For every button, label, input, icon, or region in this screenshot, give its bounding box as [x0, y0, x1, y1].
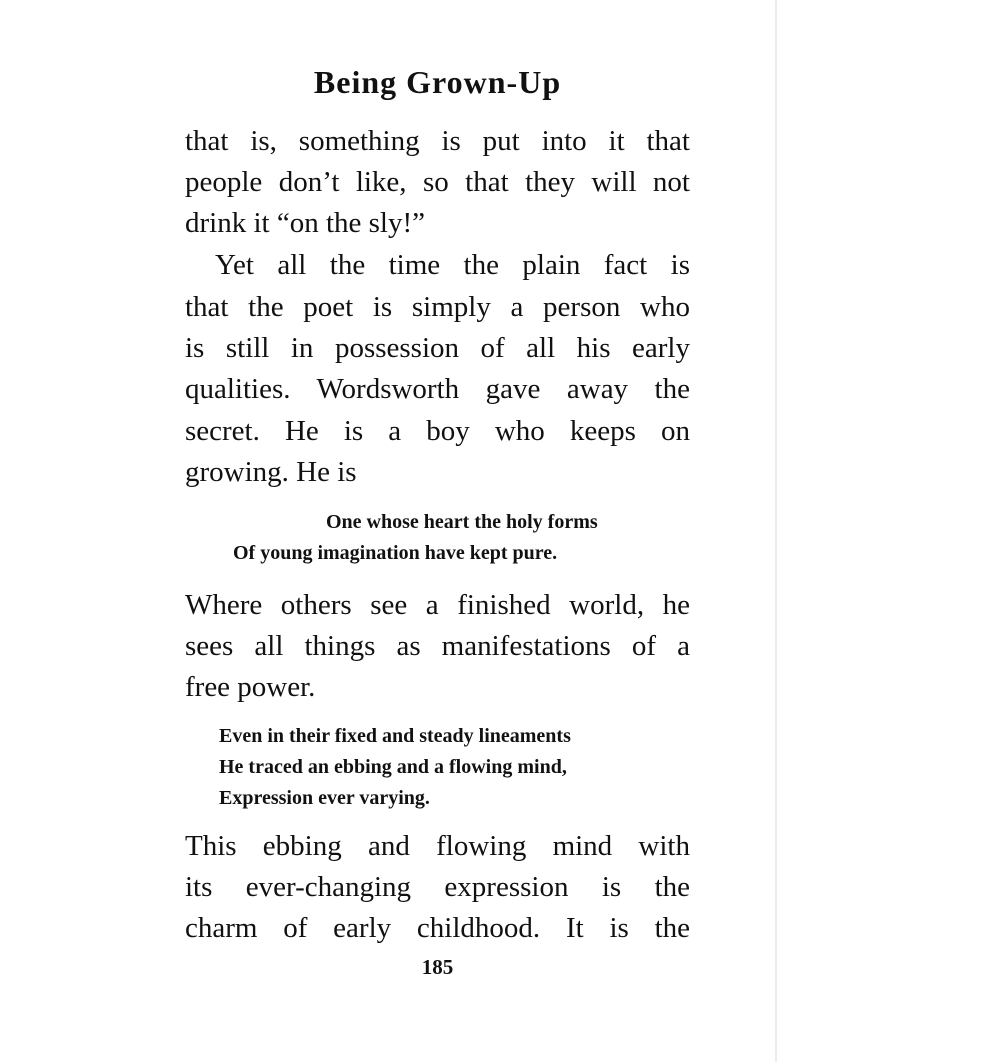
- text-line: charm of early childhood. It is the: [185, 912, 690, 944]
- text-line: growing. He is: [185, 456, 357, 488]
- text-line: sees all things as manifestations of a: [185, 630, 690, 662]
- text-line: people don’t like, so that they will not: [185, 166, 690, 198]
- page-edge-shadow: [775, 0, 777, 1062]
- verse-line: One whose heart the holy forms: [326, 511, 598, 533]
- verse-line: Expression ever varying.: [219, 787, 430, 809]
- verse-line: Even in their fixed and steady lineaments: [219, 725, 571, 747]
- page-number: 185: [421, 955, 454, 979]
- text-line: free power.: [185, 671, 316, 703]
- text-line: drink it “on the sly!”: [185, 207, 426, 239]
- text-line-indented: Yet all the time the plain fact is: [215, 249, 690, 281]
- text-line: secret. He is a boy who keeps on: [185, 415, 690, 447]
- text-line: that the poet is simply a person who: [185, 291, 690, 323]
- text-line: qualities. Wordsworth gave away the: [185, 373, 690, 405]
- text-line: Where others see a finished world, he: [185, 589, 690, 621]
- text-line: its ever-changing expression is the: [185, 871, 690, 903]
- verse-line: He traced an ebbing and a flowing mind,: [219, 756, 567, 778]
- running-head: Being Grown-Up: [313, 64, 562, 100]
- text-line: This ebbing and flowing mind with: [185, 830, 690, 862]
- text-line: is still in possession of all his early: [185, 332, 690, 364]
- text-line: that is, something is put into it that: [185, 125, 690, 157]
- verse-line: Of young imagination have kept pure.: [233, 542, 558, 564]
